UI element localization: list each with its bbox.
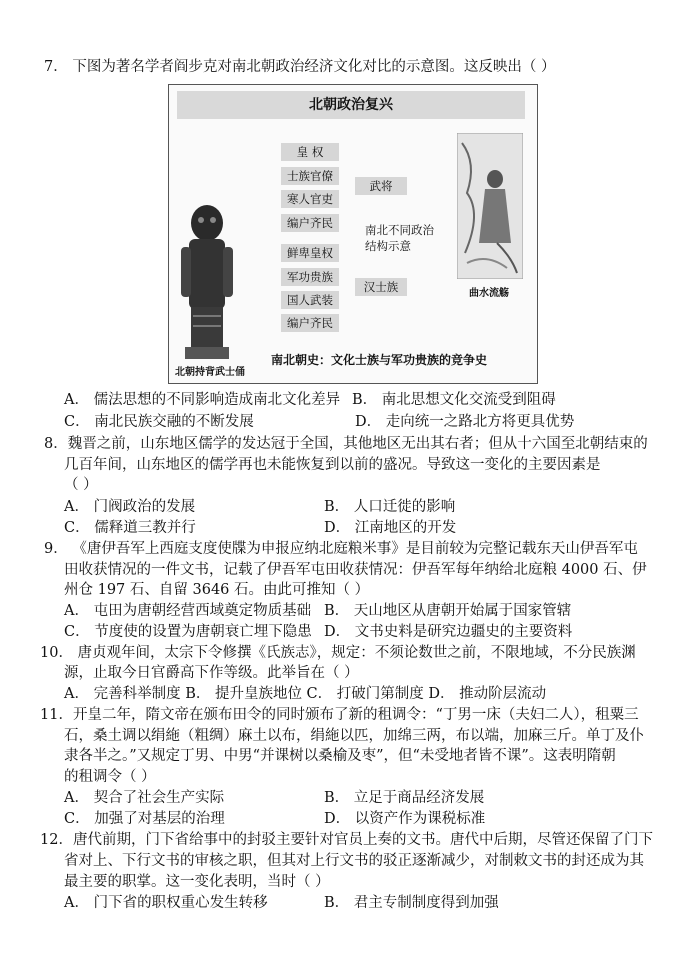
q9-option-c: C． 节度使的设置为唐朝衰亡埋下隐患 bbox=[64, 624, 312, 640]
box-jungong-guizu: 军功贵族 bbox=[281, 268, 339, 286]
q11-option-d: D． 以资产作为课税标准 bbox=[324, 811, 486, 827]
q11-option-a: A． 契合了社会生产实际 bbox=[64, 790, 225, 806]
q8-option-b: B． 人口迁徙的影响 bbox=[324, 499, 456, 515]
q7-option-d: D． 走向统一之路北方将更具优势 bbox=[355, 414, 575, 430]
q9-option-a: A． 屯田为唐朝经营西域奠定物质基础 bbox=[64, 603, 312, 619]
center-label-2: 结构示意 bbox=[365, 239, 411, 253]
q10-options: A． 完善科举制度 B． 提升皇族地位 C． 打破门第制度 D． 推动阶层流动 bbox=[64, 686, 547, 702]
box-huangquan: 皇 权 bbox=[281, 143, 339, 161]
bottom-caption: 南北朝史：文化士族与军功贵族的竞争史 bbox=[271, 353, 488, 367]
caption-left: 北朝持背武士俑 bbox=[175, 367, 245, 378]
q11-line-4: 的租调令（ ） bbox=[64, 769, 156, 785]
q11-line-1: 11．开皇二年，隋文帝在颁布田令的同时颁布了新的租调令：“丁男一床（夫妇二人），租粟三 bbox=[40, 707, 639, 723]
box-hanren-guanli: 寒人官吏 bbox=[281, 190, 339, 208]
warrior-figurine-image bbox=[175, 203, 239, 361]
q10-line-2: 源，止取今日官爵高下作等级。此举旨在（ ） bbox=[64, 665, 359, 681]
box-bianhu-qimin: 编户齐民 bbox=[281, 214, 339, 232]
q10-line-1: 10． 唐贞观年间，太宗下令修撰《氏族志》，规定：不须论数世之前，不限地域，不分民族渊 bbox=[40, 645, 636, 661]
box-hanshizu: 汉士族 bbox=[355, 278, 407, 296]
q11-option-c: C． 加强了对基层的治理 bbox=[64, 811, 225, 827]
q9-option-b: B． 天山地区从唐朝开始属于国家管辖 bbox=[324, 603, 572, 619]
q8-option-c: C． 儒释道三教并行 bbox=[64, 520, 196, 536]
box-xianbei-huangquan: 鲜卑皇权 bbox=[281, 244, 339, 262]
q11-line-2: 石，桑土调以绢絁（粗绸）麻土以布，绢絁以匹，加绵三两，布以端，加麻三斤。单丁及仆 bbox=[64, 728, 644, 744]
painting-image bbox=[457, 133, 523, 279]
q9-line-2: 田收获情况的一件文书，记载了伊吾军屯田收获情况：伊吾军每年纳给北庭粮 4000 石、伊 bbox=[64, 562, 647, 578]
q12-line-2: 省对上、下行文书的审核之职，但其对上行文书的驳正逐渐减少，对制敕文书的封还成为其 bbox=[64, 853, 644, 869]
q9-line-3: 州仓 197 石、自留 3646 石。由此可推知（ ） bbox=[64, 582, 370, 598]
q8-option-d: D． 江南地区的开发 bbox=[324, 520, 457, 536]
q7-stem: 7． 下图为著名学者阎步克对南北朝政治经济文化对比的示意图。这反映出（ ） bbox=[44, 59, 556, 75]
box-shizu-guanliao: 士族官僚 bbox=[281, 167, 339, 185]
center-label-1: 南北不同政治 bbox=[365, 223, 434, 237]
q7-option-a: A． 儒法思想的不同影响造成南北文化差异 bbox=[64, 392, 341, 408]
figure-title: 北朝政治复兴 bbox=[177, 91, 525, 119]
box-wujiang: 武将 bbox=[355, 177, 407, 195]
q7-option-b: B． 南北思想文化交流受到阻碍 bbox=[352, 392, 556, 408]
q11-option-b: B． 立足于商品经济发展 bbox=[324, 790, 485, 806]
q12-line-3: 最主要的职掌。这一变化表明，当时（ ） bbox=[64, 874, 330, 890]
box-bianhu-qimin-2: 编户齐民 bbox=[281, 314, 339, 332]
caption-right: 曲水流觞 bbox=[469, 288, 509, 299]
q7-option-c: C． 南北民族交融的不断发展 bbox=[64, 414, 254, 430]
q9-option-d: D． 文书史料是研究边疆史的主要资料 bbox=[324, 624, 573, 640]
q12-line-1: 12．唐代前期，门下省给事中的封驳主要针对官员上奏的文书。唐代中后期，尽管还保留了门下 bbox=[40, 832, 653, 848]
q12-option-a: A． 门下省的职权重心发生转移 bbox=[64, 895, 268, 911]
q8-line-1: 8．魏晋之前，山东地区儒学的发达冠于全国，其他地区无出其右者；但从十六国至北朝结束的 bbox=[44, 436, 648, 452]
q8-option-a: A． 门阀政治的发展 bbox=[64, 499, 196, 515]
q9-line-1: 9． 《唐伊吾军上西庭支度使牒为申报应纳北庭粮米事》是目前较为完整记载东天山伊吾军屯 bbox=[44, 541, 638, 557]
q11-line-3: 隶各半之。”又规定丁男、中男“并课树以桑榆及枣”，但“未受地者皆不课”。这表明隋朝 bbox=[64, 748, 616, 764]
q12-option-b: B． 君主专制制度得到加强 bbox=[324, 895, 499, 911]
box-guoren-wuzhuang: 国人武装 bbox=[281, 291, 339, 309]
q7-figure bbox=[168, 84, 538, 384]
q8-line-3: （ ） bbox=[64, 477, 98, 493]
q8-line-2: 几百年间，山东地区的儒学再也未能恢复到以前的盛况。导致这一变化的主要因素是 bbox=[64, 457, 601, 473]
